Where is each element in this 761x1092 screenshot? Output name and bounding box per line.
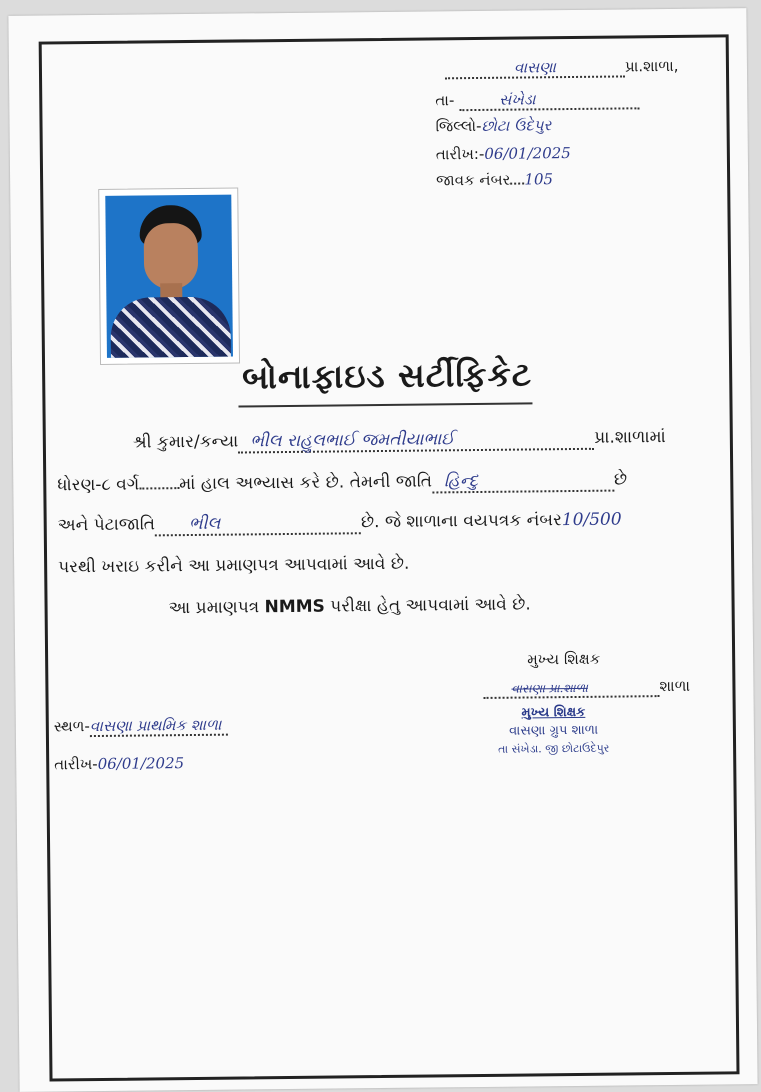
line3-prefix: અને પેટાજાતિ <box>57 514 156 536</box>
school-suffix: પ્રા.શાળા, <box>624 56 679 76</box>
certificate-paper <box>8 8 757 1092</box>
stamp-line-3: તા સંખેડા. જી છોટાઉદેપુર <box>498 741 610 756</box>
district-hw: છોટા ઉદેપુર <box>481 116 552 135</box>
nmms-text: NMMS <box>264 596 325 618</box>
header-date-label: તારીખ:- <box>435 144 485 164</box>
place-label: સ્થળ- <box>53 717 90 736</box>
line1-suffix: પ્રા.શાળામાં <box>594 427 666 448</box>
header-date-line <box>436 144 571 163</box>
outward-hw: 105 <box>524 170 554 189</box>
register-hw: 10/500 <box>561 509 622 531</box>
school-sign-line <box>483 677 690 699</box>
line3-mid: છે. જે શાળાના વયપત્રક નંબર <box>360 510 562 533</box>
body-line-4: પરથી ખરાઇ કરીને આ પ્રમાણપત્ર આપવામાં આવે છે. <box>58 553 410 578</box>
stamp-line-2: વાસણા ગ્રુપ શાળા <box>508 722 599 739</box>
school-sign-hw: વાસણા પ્રા.શાળા <box>511 680 588 696</box>
stamp-line-1: મુખ્ય શિક્ષક <box>521 704 586 721</box>
body-line-5 <box>168 594 530 618</box>
line2-mid: માં હાલ અભ્યાસ કરે છે. તેમની જાતિ <box>179 471 433 495</box>
student-name-hw: ભીલ રાહુલભાઈ જમતીયાભાઈ <box>250 429 455 452</box>
subcaste-hw: ભીલ <box>188 513 221 535</box>
taluka-label: તા- <box>435 91 455 110</box>
outward-label: જાવક નંબર <box>436 170 511 190</box>
line2-prefix: ધોરણ-૮ વર્ગ <box>57 474 140 496</box>
student-photo <box>98 187 240 364</box>
outward-line <box>436 170 553 189</box>
line5-prefix: આ પ્રમાણપત્ર <box>168 597 265 619</box>
head-teacher-label: મુખ્ય શિક્ષક <box>527 649 601 669</box>
school-label: શાળા <box>659 676 691 696</box>
taluka-hw: સંખેડા <box>499 90 536 109</box>
place-line <box>54 716 228 736</box>
school-line <box>445 57 679 79</box>
footer-date-label: તારીખ- <box>54 755 98 774</box>
district-line <box>435 116 551 135</box>
line2-suffix: છે <box>613 469 628 490</box>
line1-prefix: શ્રી કુમાર/કન્યા <box>132 431 239 453</box>
footer-date-line <box>54 754 184 773</box>
header-date-hw: 06/01/2025 <box>484 144 571 163</box>
caste-hw: હિન્દુ <box>443 471 479 492</box>
school-name-hw: વાસણા <box>513 58 557 77</box>
footer-date-hw: 06/01/2025 <box>97 754 185 773</box>
school-stamp <box>498 704 610 759</box>
place-hw: વાસણા પ્રાથમિક શાળા <box>90 716 228 737</box>
certificate-title: બોનાફાઇડ સર્ટીફિકેટ <box>241 354 533 397</box>
taluka-line <box>435 89 639 111</box>
line5-suffix: પરીક્ષા હેતુ આપવામાં આવે છે. <box>324 594 531 617</box>
district-label: જિલ્લો- <box>435 116 482 136</box>
